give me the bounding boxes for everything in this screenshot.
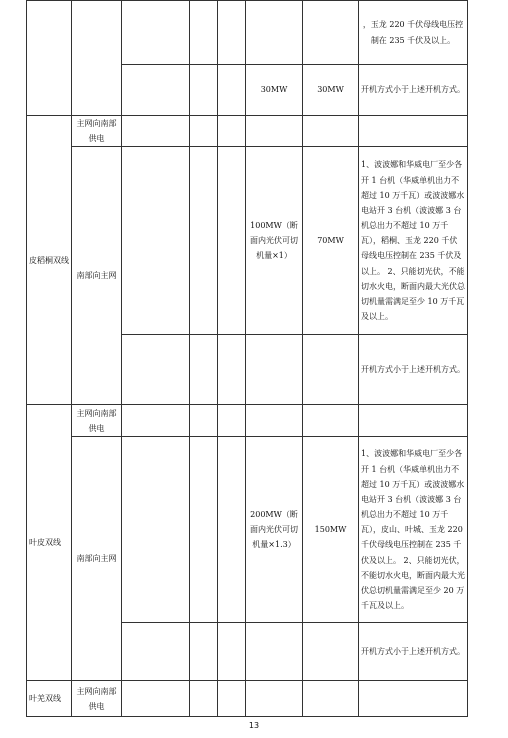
line-name-cell [27, 1, 72, 116]
note-cell: 开机方式小于上述开机方式。 [359, 65, 468, 116]
direction-cell: 主网向南部供电 [72, 116, 122, 147]
direction-cell: 南部向主网 [72, 437, 122, 681]
direction-cell: 主网向南部供电 [72, 405, 122, 437]
limit-cell: 100MW（断面内光伏可切机量×1） [246, 147, 303, 335]
condition-cell: 1、波波娜和华威电厂至少各开 1 台机（华威单机出力不超过 10 万千瓦）或波波娜水电站开 3 台机（波波娜 3 台机总出力不超过 10 万千瓦），皮山、叶城、玉龙 220 千伏母线电压控制在 235 千伏及以上。 2、只能切光伏，不能切水火电，断面内最大光伏总切机量需满足至少 20 万千瓦及以上。 [359, 437, 468, 623]
direction-cell: 南部向主网 [72, 147, 122, 405]
direction-cell [72, 1, 122, 116]
note-cell: 开机方式小于上述开机方式。 [359, 335, 468, 405]
line-name-cell: 皮稻桐双线 [27, 116, 72, 405]
direction-cell: 主网向南部供电 [72, 681, 122, 717]
value-cell: 30MW [303, 65, 359, 116]
transmission-limit-table [26, 0, 468, 717]
condition-cell: 1、波波娜和华威电厂至少各开 1 台机（华威单机出力不超过 10 万千瓦）或波波娜水电站开 3 台机（波波娜 3 台机总出力不超过 10 万千瓦），稻桐、玉龙 220 千伏母线电压控制在 235 千伏及以上。 2、只能切光伏，不能切水火电，断面内最大光伏总切机量需满足至少 10 万千瓦及以上。 [359, 147, 468, 335]
line-name-cell: 叶羌双线 [27, 681, 72, 717]
value-cell: 150MW [303, 437, 359, 623]
condition-cell: ，玉龙 220 千伏母线电压控制在 235 千伏及以上。 [359, 1, 468, 65]
limit-cell: 200MW（断面内光伏可切机量×1.3） [246, 437, 303, 623]
line-name-cell: 叶皮双线 [27, 405, 72, 681]
page-number: 13 [248, 721, 260, 730]
note-cell: 开机方式小于上述开机方式。 [359, 623, 468, 681]
value-cell: 70MW [303, 147, 359, 335]
limit-cell: 30MW [246, 65, 303, 116]
